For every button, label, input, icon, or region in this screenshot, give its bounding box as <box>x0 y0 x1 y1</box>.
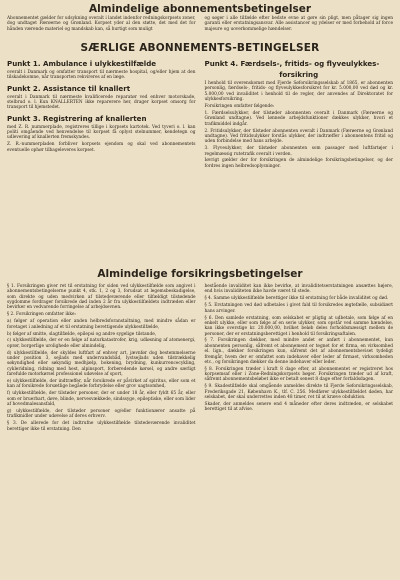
paragraph: Forsikringen omfatter følgende: <box>204 103 275 109</box>
paragraph: og søger i alle tilfælde efter bedste evne at gøre sin pligt, men påtager sig ingen garanti eller erstatningsansvar. Alle assistancer og ydelser er med forbehold af force majeure og uoverkommelige hændelser. <box>204 16 393 32</box>
section-heading-punkt-3: Punkt 3. Registrering af knallerten <box>7 113 147 123</box>
paragraph: § 8. Forsikringen træder i kraft 8 dage efter, at abonnementet er registreret hos korpsemsaf eller i Zone-Redningskorpsets bøger. Forsikringen træder ud af kraft, såfremt abonnementsbeløbet ikke er betalt senest 8 dage efter forfaldsdagen. <box>204 366 393 383</box>
paragraph: bestående invaliditet kan ikke bevirke, at invaliditetserstatningen ansættes højere, end hvis invaliditeten ikke havde været til stede. <box>204 284 393 295</box>
paragraph: e) ulykkestilfælde, der indtræffer, når forsikrede er påvirket af spiritus, eller som et kan af forsikrede forsætlige begåede forbrydelse eller grov uagtsomhed, <box>7 379 196 390</box>
paragraph: § 3. De allerede for det indtrufne ulykkestilfælde tilstedeværende invaliditet berettiger ikke til erstatning. Den <box>7 421 196 432</box>
section-heading-punkt-1: Punkt 1. Ambulance i ulykkestilfælde <box>7 59 157 68</box>
column-right <box>205 59 394 169</box>
column-right <box>205 16 394 32</box>
general-subscription-terms-columns <box>7 16 393 32</box>
paragraph: 2. Fritidsulykker, der tilstøder abonnenten overalt i Danmark (Færøerne og Grønland undtagne). Ved fritidsulykker forstås ulykker, der indtræffer i abonnentens fritid og uden forbindelse med hans arbejde. <box>204 128 393 145</box>
special-subscription-terms-title: SÆRLIGE ABONNEMENTS-BETINGELSER <box>80 42 320 54</box>
paragraph: med Z. R. nummerplade, registreres tillige i korpsets kartotek. Ved tyveri o. l. kan politi omgående ved henvendelse til korpset få oplyst stelnummer, kendetegn og udlevering af knallerten fremskyndes. <box>7 124 196 141</box>
paragraph: § 6. Den samlede erstatning, som selskabet er pligtig at udbetale, som følge af en enkelt ulykke, eller som følge af en serie ulykker, som opstår ved samme hændelse, kan ikke overstige kr. 20.000,00, hvilket beløb deles forholdsmæssigt mellem de personer, der er erstatningsberettiget i henhold til forsikringsaftalen. <box>204 315 393 337</box>
paragraph: § 4. Samme ulykkestilfælde berettiger ikke til erstatning for både invaliditet og død. <box>204 296 389 302</box>
section-heading-punkt-4: Punkt 4. Færdsels-, fritids- og flyveulykkes- <box>204 59 380 68</box>
paragraph: Z. R.-nummerpladen forbliver korpsets ejendom og skal ved abonnementets eventuelle ophør tilbageleveres korpset. <box>7 142 196 153</box>
general-subscription-terms <box>7 3 393 39</box>
paragraph: b) følger af smitte, slagtilfælde, epilepsi og andre sygelige tilstande, <box>7 331 157 337</box>
paragraph: f) ulykkestilfælde, der tilstøder personer, der er under 18 år, eller fyldt 65 år, eller som er bruerbart, døve, blinde, nervesvækkede, sindssyge, epileptiske, eller som lider af hovedmalesansfald, <box>7 391 196 408</box>
paragraph: d) ulykkestilfælde, der skyldes luftfart af enhver art, jævnfør dog bestemmelserne under position 3, sejlads med undervandsbåd, lystsejlads uden tilstrækkelig søkyndighed eller søkyndig medhjælp, bokening, brydning, kunkurrencecykling, cykleridning, ridning med hest, alpinsport, forberedende kørsel, og andre særligt farefulde motorkørsel professionel udøvelse af sport, <box>7 350 196 378</box>
paragraph: § 1. Forsikringen giver ret til erstatning for siden ved ulykkestilfælde som angivet i abonnementsbetingelserne punkt 4, stk. 1, 2 og 3, forudsat at legemsbeskadigelse, som direkte og uden medvirken af tilstedeværende eller tilfældigt tilstødende sygdomme fordrager forsikrede død inden 2 år fra ulykkestilfældets indtræden eller bevirker en vedvarende forringelse af arbejdsevnen. <box>7 284 196 311</box>
paragraph: I henhold til overenskomst med Fjerde Søforsikringsselskab af 1865, er abonnenten personlig, færdsels-, fritids- og flyveulykkesforsikret for kr. 5.000,00 ved død og kr. 5.000,00 ved invaliditet i henhold til de regler, der anvendes af Direktoratet for ulykkesforsikring. <box>204 81 393 103</box>
special-subscription-terms <box>7 39 393 264</box>
column-right <box>205 284 394 432</box>
column-left <box>7 59 196 169</box>
paragraph: c) ulykkestilfælde, der er en følge af naturkatastrofer, krig, udløsning af atomenergi, oprør, borgerlige urolighede eller almindelig, <box>7 338 196 349</box>
general-subscription-terms-title: Almindelige abonnementsbetingelser <box>88 3 312 15</box>
paragraph: 3. Flyveulykker, der tilstøder abonnenten som passager med luftfartøjer i regelmæssig rutetrafik overalt i verden. <box>204 146 393 157</box>
paragraph: § 2. Forsikringen omfatter ikke: <box>7 312 76 318</box>
general-insurance-terms-title: Almindelige forsikringsbetingelser <box>97 268 303 280</box>
column-left <box>7 284 196 432</box>
paragraph: 1. Færdselsulykker, der tilstøder abonnenten overalt i Danmark (Færøerne og Grønland undtagne). Ved lønnede arbejdsfunktioner dækkes ulykker, hvori et trafikmiddel indgår. <box>204 110 393 127</box>
section-heading-punkt-2: Punkt 2. Assistance til knallert <box>7 83 131 93</box>
paragraph: Iøvrigt gælder der for forsikringen de almindelige forsikringsbetingelser, og der fordres ingen helbredsoplysninger. <box>204 158 393 169</box>
paragraph: § 5. Erstatningen ved død udbetales i givet fald til forsikredes ægtefælle, subsidiært hans arvinger. <box>204 303 393 314</box>
general-insurance-terms <box>7 264 393 537</box>
general-insurance-terms-columns <box>7 284 393 432</box>
paragraph: overalt i Danmark til nærmeste kvalificerede reparatør ved enhver motorskade, stelbrud o. l. Kun KNALLERTEN ikke reparerere her, drager korpset omsorg for transport til hjemstedet. <box>7 94 196 111</box>
paragraph: § 7. Forsikringen dækker, med mindre andet er anført i abonnementet, kun abonnenten personlig, såfremt et abonnement er tegnet for et firma, en virksomhed el. lign., dækker forsikringen kun, såfremt det af abonnementsbeviset tydeligt fremgår, hvem der er omfattet som indehaver eller leder af firmaet, virksomheden etc., og forsikringen dækker da denne indehaver eller leder. <box>204 338 393 365</box>
paragraph: overalt i Danmark og omfatter transport til nærmeste hospital, og/eller hjem at den tilskadekomne, når transporten rekvireres af en læge. <box>7 70 196 81</box>
column-left <box>7 16 196 32</box>
paragraph: g) ulykkestilfælde, der tilstøder personer og/eller funktionærer ansatte på trafikmidler under udøvelse af deres erhverv. <box>7 408 196 420</box>
section-heading-punkt-4-line-2: forsikring <box>279 70 319 79</box>
paragraph: a) følger af operation eller anden helbredsforanstaltning, med mindre sådan er foretaget i anledning af et til erstatning berettigende ulykkestilfælde, <box>7 319 196 330</box>
paragraph: § 9. Skadestilfælde skal omgående anmeldes direkte til Fjerde Søforsikringsselskab, Frederiksgade 21, København K., tlf. C. 256. Medfører ulykkestilfældet døden, har selskabet, der skal underrettes inden 48 timer, ret til at kræve obduktion. <box>204 384 393 401</box>
paragraph: Skader, der anmeldes senere end 4 måneder efter deres indtræden, er selskabet berettiget til at afvise. <box>204 402 393 413</box>
paragraph: Abonnementet gælder for udsykning overalt i landet indenfor redningskorpsets zoner, dog undtaget Færøerne og Grønland. Korpset yder al den støtte, det med det for hånden værende materiel og mandskab kan, så hurtigt som muligt <box>7 16 196 32</box>
special-subscription-terms-columns <box>7 59 393 169</box>
